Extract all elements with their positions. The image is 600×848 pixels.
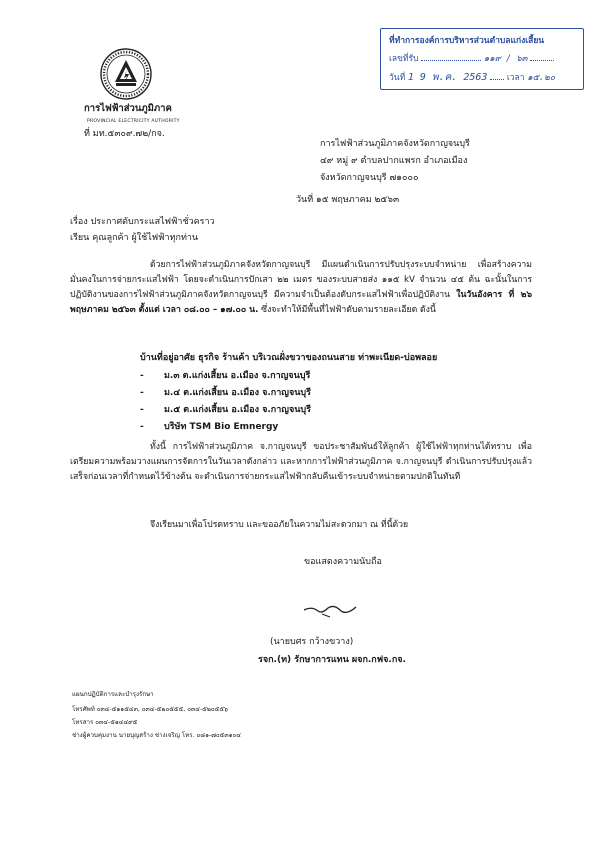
receipt-stamp — [380, 28, 584, 90]
org-name-th: การไฟฟ้าส่วนภูมิภาค — [84, 103, 172, 114]
sender-address-line-2: ๔๙ หมู่ ๙ ตำบลปากแพรก อำเภอเมือง — [320, 156, 468, 166]
location-text: ม.๕ ต.แก่งเสี้ยน อ.เมือง จ.กาญจนบุรี — [164, 405, 311, 415]
location-item — [140, 404, 311, 417]
pea-emblem-icon — [100, 48, 152, 100]
stamp-number-value: ๑๑๙ / ๖๓ — [483, 54, 528, 64]
document-number: ที่ มท.๕๓๐๙.๗๒/กจ. — [84, 129, 165, 139]
location-item — [140, 370, 310, 383]
footer-department: แผนกปฏิบัติการและบำรุงรักษา — [72, 691, 154, 698]
sender-address-line-1: การไฟฟ้าส่วนภูมิภาคจังหวัดกาญจนบุรี — [320, 139, 470, 149]
bullet-dash-icon: - — [140, 371, 144, 381]
bullet-dash-icon: - — [140, 405, 144, 415]
body-paragraph-2: ทั้งนี้ การไฟฟ้าส่วนภูมิภาค จ.กาญจนบุรี ขอประชาสัมพันธ์ให้ลูกค้า ผู้ใช้ไฟฟ้าทุกท่านได้ทราบ เพื่อเตรียมความพร้อมวางแผนการจัดการในวันเวลาดังกล่าว และหากการไฟฟ้าส่วนภูมิภาค จ.กาญจนบุรี ดำเนินการปรับปรุงแล้วเสร็จก่อนเวลาที่กำหนดไว้ข้างต้น จะดำเนินการจ่ายกระแสไฟฟ้ากลับคืนเข้าระบบจำหน่ายตามปกติในทันที — [70, 442, 532, 482]
footer-supervisor: ช่างผู้ควบคุมงาน นายบุญสร้าง ช่างเจริญ โทร. ๐๘๑-๗๐๕๓๑๐๔ — [72, 732, 241, 739]
outage-datetime: ในวันอังคาร ที่ ๒๖ พฤษภาคม ๒๕๖๓ ตั้งแต่ เวลา ๐๘.๐๐ – ๑๗.๐๐ น. — [70, 290, 532, 315]
signatory-title: รจก.(ท) รักษาการแทน ผจก.กฟจ.กจ. — [258, 655, 406, 665]
locations-title: บ้านที่อยู่อาศัย ธุรกิจ ร้านค้า บริเวณฝั่งขวาของถนนสาย ท่าพะเนียด-บ่อพลอย — [140, 353, 438, 363]
paragraph-1-text-b: ซึ่งจะทำให้มีพื้นที่ไฟฟ้าดับตามรายละเอียด ดังนี้ — [258, 305, 436, 315]
stamp-date-label: วันที่ — [389, 73, 406, 83]
location-text: ม.๔ ต.แก่งเสี้ยน อ.เมือง จ.กาญจนบุรี — [164, 388, 311, 398]
letter-subject: เรื่อง ประกาศดับกระแสไฟฟ้าชั่วคราว — [70, 217, 215, 227]
body-paragraph-3: จึงเรียนมาเพื่อโปรดทราบ และขออภัยในความไม่สะดวกมา ณ ที่นี้ด้วย — [150, 520, 409, 530]
org-name-en: PROVINCIAL ELECTRICITY AUTHORITY — [87, 119, 180, 124]
location-item — [140, 421, 278, 434]
sender-address-line-3: จังหวัดกาญจนบุรี ๗๑๐๐๐ — [320, 173, 419, 183]
stamp-number-row — [389, 53, 554, 66]
paragraph-1-text-a: ด้วยการไฟฟ้าส่วนภูมิภาคจังหวัดกาญจนบุรี มีแผนดำเนินการปรับปรุงระบบจำหน่าย เพื่อสร้างความมั่นคงในการจ่ายกระแสไฟฟ้า โดยจะดำเนินการปักเสา ๒๒ เมตร ของระบบสายส่ง ๑๑๕ kV จำนวน ๔๕ ต้น ฉะนั้นในการปฏิบัติงานของการไฟฟ้าส่วนภูมิภาคจังหวัดกาญจนบุรี มีความจำเป็นต้องดับกระแสไฟฟ้าเพื่อปฏิบัติงาน — [70, 260, 532, 300]
stamp-number-label: เลขที่รับ — [389, 54, 419, 64]
letter-date: วันที่ ๑๕ พฤษภาคม ๒๕๖๓ — [296, 195, 400, 205]
stamp-date-row — [389, 71, 555, 85]
letter-recipient: เรียน คุณลูกค้า ผู้ใช้ไฟฟ้าทุกท่าน — [70, 233, 199, 243]
stamp-time-label: เวลา — [506, 73, 525, 83]
signatory-name: (นายบศร กว้างขวาง) — [270, 637, 354, 647]
location-item — [140, 387, 311, 400]
bullet-dash-icon: - — [140, 388, 144, 398]
bullet-dash-icon: - — [140, 422, 144, 432]
location-text: บริษัท TSM Bio Emnergy — [164, 422, 279, 432]
footer-fax: โทรสาร ๐๓๔-๕๑๔๔๙๕ — [72, 719, 138, 726]
stamp-office: ที่ทำการองค์การบริหารส่วนตำบลแก่งเสี้ยน — [389, 36, 545, 46]
footer-phone: โทรศัพท์ ๐๓๔-๕๑๑๕๔๓, ๐๓๔-๕๒๐๕๕๕, ๐๓๔-๕๒๐๕๕๖ — [72, 706, 228, 713]
body-paragraph-1 — [70, 258, 532, 318]
location-text: ม.๓ ต.แก่งเสี้ยน อ.เมือง จ.กาญจนบุรี — [164, 371, 311, 381]
signature-icon — [300, 598, 360, 624]
stamp-date-value: 1 9 พ.ค. 2563 — [407, 72, 488, 83]
stamp-time-value: ๑๕.๒๐ — [527, 73, 555, 83]
closing-phrase: ขอแสดงความนับถือ — [304, 557, 382, 567]
